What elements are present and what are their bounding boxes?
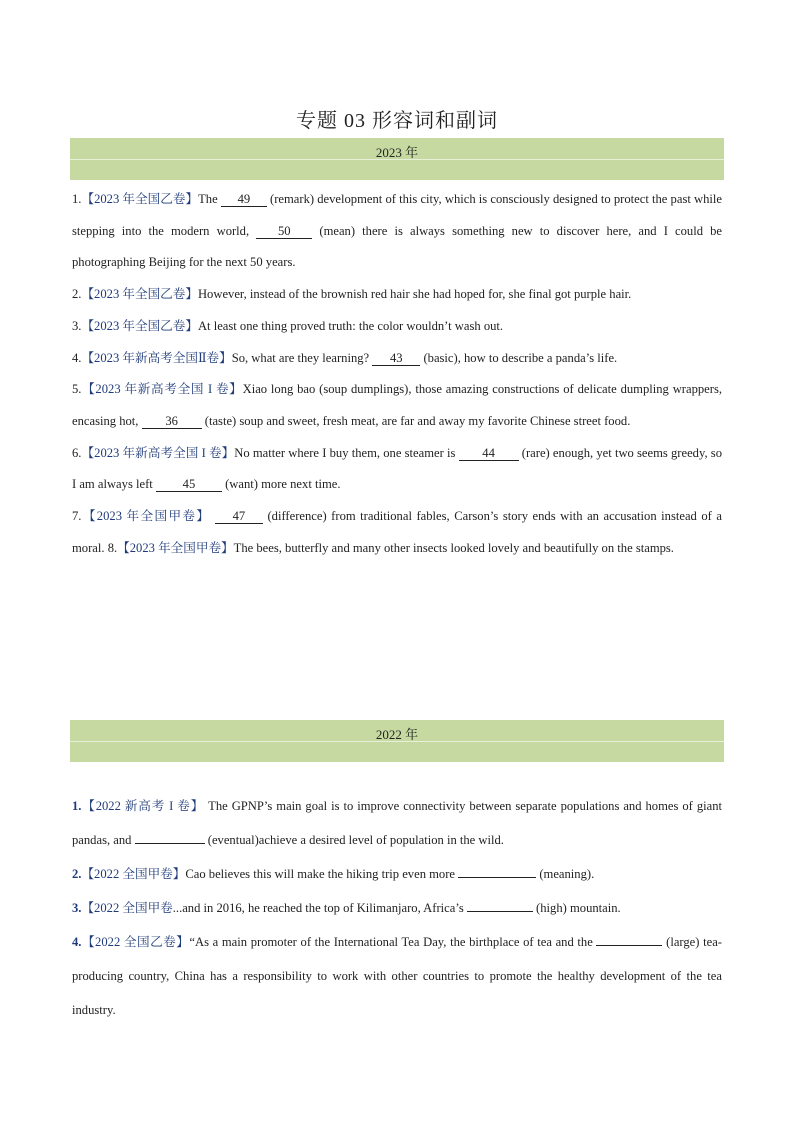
question-list-2023 (72, 184, 722, 564)
answer-blank: 45 (156, 477, 222, 492)
question-text: No matter where I buy them, one steamer is (234, 445, 456, 460)
question-item (72, 891, 722, 925)
question-text: (difference) from traditional fables, Carson’s story ends with an accusation instead of a moral. (72, 509, 722, 555)
answer-blank (467, 911, 533, 912)
question-number: 2. (72, 287, 82, 302)
answer-blank: 49 (221, 192, 267, 207)
question-source: 【2023 年全国乙卷】 (81, 318, 198, 333)
answer-blank: 43 (372, 351, 420, 366)
answer-blank (596, 945, 662, 946)
question-text: (rare) enough, yet two seems greedy, so I am always left (72, 445, 722, 492)
question-source: 【2022 全国甲卷】 (81, 867, 186, 881)
question-source: 【2022 全国甲卷 (81, 901, 173, 915)
question-source: 【2023 年全国甲卷】 (81, 509, 211, 524)
question-number: 8. (107, 540, 118, 555)
page-title: 专题 03 形容词和副词 (296, 110, 498, 132)
question-number: 6. (72, 445, 82, 460)
question-number: 4. (72, 935, 82, 949)
question-list-2022 (72, 789, 722, 1027)
question-number: 1. (72, 192, 82, 206)
question-text: However, instead of the brownish red hair she had hoped for, she final got purple hair. (197, 287, 632, 302)
question-text: The bees, butterfly and many other insects looked lovely and beautifully on the stamps. (233, 540, 674, 555)
question-item (72, 311, 722, 343)
question-text: (basic), how to describe a panda’s life. (423, 350, 618, 365)
answer-blank: 44 (459, 446, 519, 461)
question-text: (mean) there is always something new to discover here, and I could be photographing Beijing for the next 50 years. (72, 223, 722, 270)
section-header-2022 (70, 720, 724, 762)
question-text: So, what are they learning? (231, 350, 370, 365)
question-source: 【2023 年全国甲卷】 (117, 540, 234, 555)
answer-blank (458, 877, 536, 878)
answer-blank: 36 (142, 414, 202, 429)
question-text: (taste) soup and sweet, fresh meat, are far and away my favorite Chinese street food. (204, 413, 631, 428)
question-source: 【2023 年新高考全国Ⅱ卷】 (81, 350, 232, 365)
section-header-label: 2022 年 (375, 727, 419, 742)
answer-blank: 47 (215, 509, 263, 524)
question-text: (eventual)achieve a desired level of population in the wild. (207, 833, 504, 847)
question-number: 3. (72, 901, 82, 915)
question-source: 【2022 新高考 I 卷】 (81, 799, 205, 813)
question-source: 【2023 年全国乙卷】 (81, 287, 198, 302)
question-text: (want) more next time. (225, 477, 341, 492)
question-item (72, 925, 722, 1027)
question-text: Cao believes this will make the hiking trip even more (185, 867, 456, 881)
question-text: The (198, 192, 218, 206)
question-number: 3. (72, 318, 82, 333)
question-item (72, 501, 722, 564)
question-text: The GPNP’s main goal is to improve connectivity between separate populations and homes of giant pandas, and (72, 799, 722, 847)
question-number: 4. (72, 350, 82, 365)
question-item (72, 343, 722, 375)
question-text: ...and in 2016, he reached the top of Kilimanjaro, Africa’s (172, 901, 464, 915)
section-header-2023 (70, 138, 724, 180)
question-source: 【2023 年新高考全国 I 卷】 (81, 382, 243, 397)
question-text: Xiao long bao (soup dumplings), those amazing constructions of delicate dumpling wrappers, encasing hot, (72, 382, 722, 428)
question-text: (large) tea-producing country, China has a responsibility to work with other countries to promote the healthy development of the tea industry. (72, 935, 722, 1017)
question-text: At least one thing proved truth: the color wouldn’t wash out. (197, 318, 504, 333)
question-text: “As a main promoter of the International Tea Day, the birthplace of tea and the (189, 935, 593, 949)
question-item (72, 279, 722, 311)
section-header-label: 2023 年 (375, 145, 419, 160)
question-item (72, 374, 722, 437)
question-text: (meaning). (539, 867, 595, 881)
question-source: 【2023 年新高考全国 I 卷】 (81, 445, 235, 460)
question-item (72, 184, 722, 279)
question-number: 5. (72, 382, 82, 397)
question-source: 【2023 年全国乙卷】 (81, 192, 199, 206)
question-source: 【2022 全国乙卷】 (81, 935, 190, 949)
question-item (72, 857, 722, 891)
question-item (72, 438, 722, 501)
question-number: 2. (72, 867, 82, 881)
question-text: (remark) development of this city, which is consciously designed to protect the past while stepping into the modern world, (72, 192, 722, 238)
question-number: 1. (72, 799, 82, 813)
question-item (72, 789, 722, 857)
answer-blank (135, 843, 205, 844)
question-number: 7. (72, 509, 82, 524)
question-text: (high) mountain. (536, 901, 621, 915)
answer-blank: 50 (256, 224, 312, 239)
